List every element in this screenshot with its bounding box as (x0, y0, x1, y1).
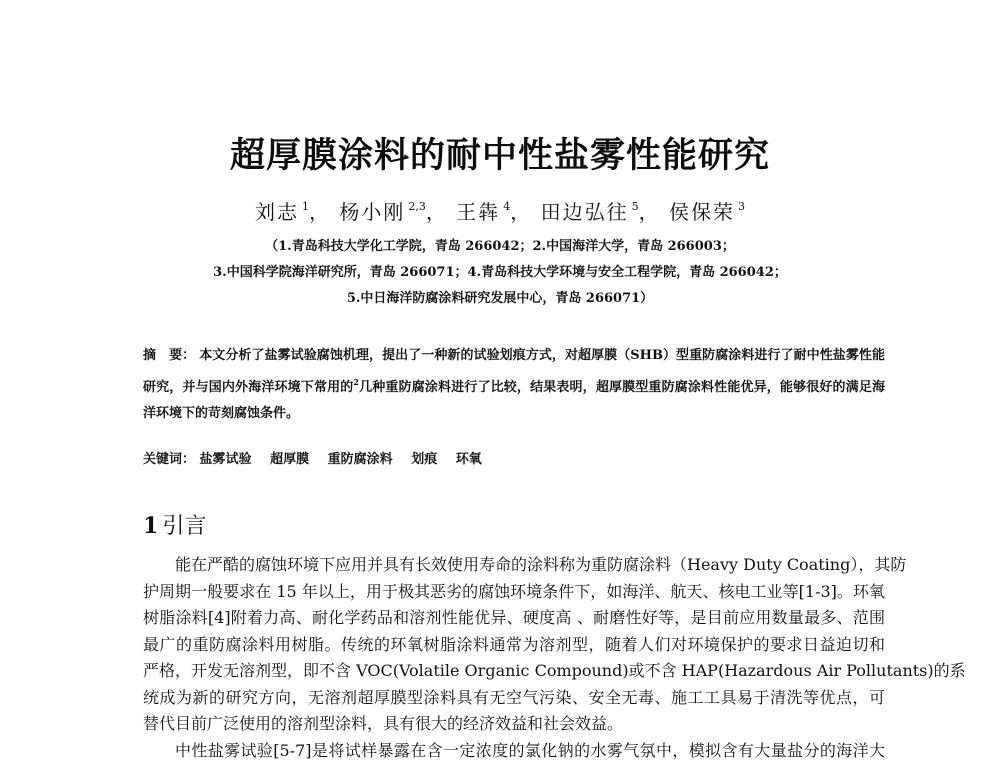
author-affiliation-mark: 2,3 (408, 200, 426, 213)
keyword: 盐雾试验 (200, 452, 252, 467)
body-line: 中性盐雾试验[5-7]是将试样暴露在含一定浓度的氯化钠的水雾气氛中，模拟含有大量盐分的海洋大 (143, 738, 885, 764)
abstract-superscript: 2 (353, 377, 359, 387)
body-line: 树脂涂料[4]附着力高、耐化学药品和溶剂性能优异、硬度高 、耐磨性好等，是目前应用数量最多、范围 (143, 605, 885, 632)
author: 侯保荣 $^3$ (669, 200, 745, 224)
author-list (0, 192, 1000, 227)
keyword: 环氧 (456, 452, 482, 467)
body-line: 能在严酷的腐蚀环境下应用并具有长效使用寿命的涂料称为重防腐涂料（Heavy Duty Coating），其防 (143, 552, 885, 579)
body-text (143, 552, 885, 764)
body-line: 最广的重防腐涂料用树脂。传统的环氧树脂涂料通常为溶剂型，随着人们对环境保护的要求日益迫切和 (143, 632, 885, 659)
keyword: 划痕 (411, 452, 437, 467)
keywords-label: 关键词： (143, 452, 195, 467)
paper-title: 超厚膜涂料的耐中性盐雾性能研究 (0, 132, 1000, 180)
affiliation-line: 5.中日海洋防腐涂料研究发展中心，青岛 266071） (0, 289, 1000, 309)
section-number: 1 (143, 513, 158, 539)
body-line: 严格，开发无溶剂型，即不含 VOC(Volatile Organic Compound)或不含 HAP(Hazardous Air Pollutants)的系 (143, 658, 885, 685)
affiliation-line: 3.中国科学院海洋研究所，青岛 266071；4.青岛科技大学环境与安全工程学院，青岛 266042； (0, 263, 1000, 283)
body-line: 统成为新的研究方向，无溶剂超厚膜型涂料具有无空气污染、安全无毒、施工工具易于清洗等优点，可 (143, 685, 885, 712)
section-heading (143, 510, 206, 543)
author: 杨小刚 $^{2,3}$， (339, 200, 448, 224)
section-title: 引言 (162, 514, 206, 539)
body-line: 护周期一般要求在 15 年以上，用于极其恶劣的腐蚀环境条件下，如海洋、航天、核电工业等[1-3]。环氧 (143, 579, 885, 606)
author-affiliation-mark: 1 (302, 200, 309, 213)
abstract-text: 几种重防腐涂料进行了比较，结果表明，超厚膜型重防腐涂料性能优异，能够很好的满足海洋环境下的苛刻腐蚀条件。 (143, 380, 885, 421)
abstract-label: 摘 要： (143, 348, 195, 363)
body-line: 替代目前广泛使用的溶剂型涂料，具有很大的经济效益和社会效益。 (143, 711, 885, 738)
author: 刘志 $^1$， (255, 200, 331, 224)
author: 王犇 $^4$， (456, 200, 532, 224)
keyword: 超厚膜 (270, 452, 309, 467)
abstract (143, 343, 885, 427)
author: 田边弘往 $^5$， (541, 200, 661, 224)
abstract-text: 本文分析了盐雾试验腐蚀机理，提出了一种新的试验划痕方式，对超厚膜（SHB）型重防腐涂料进行了耐中性盐雾性能研究，并与国内外海洋环境下常用的 (143, 348, 885, 395)
keywords (143, 450, 496, 470)
keyword: 重防腐涂料 (328, 452, 393, 467)
author-affiliation-mark: 4 (503, 200, 510, 213)
author-affiliation-mark: 3 (738, 200, 745, 213)
affiliation-line: （1.青岛科技大学化工学院，青岛 266042；2.中国海洋大学，青岛 266003； (0, 237, 1000, 257)
author-affiliation-mark: 5 (632, 200, 639, 213)
